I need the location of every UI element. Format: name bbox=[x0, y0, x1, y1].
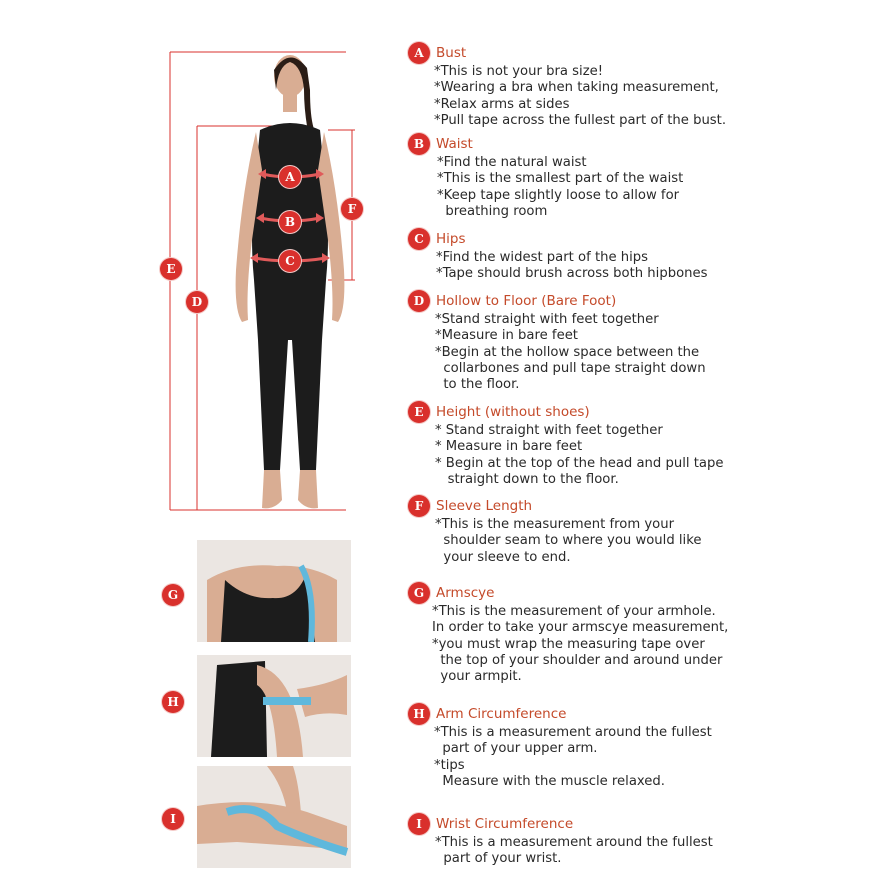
section-line: * Measure in bare feet bbox=[435, 439, 583, 455]
section-title: Sleeve Length bbox=[436, 498, 533, 514]
marker-c: C bbox=[279, 250, 301, 272]
section-badge: G bbox=[408, 582, 430, 604]
section-badge: C bbox=[408, 228, 430, 250]
section-line: part of your upper arm. bbox=[434, 741, 598, 757]
body-figure-diagram bbox=[150, 40, 370, 520]
marker-a: A bbox=[279, 166, 301, 188]
section-line: *Relax arms at sides bbox=[434, 96, 570, 112]
section-line: * Begin at the top of the head and pull tape bbox=[435, 455, 724, 471]
section-line: *This is the smallest part of the waist bbox=[437, 171, 684, 187]
section-line: *Find the widest part of the hips bbox=[436, 250, 649, 265]
section-line: shoulder seam to where you would like bbox=[435, 533, 702, 549]
section-height bbox=[408, 401, 748, 488]
section-badge: B bbox=[408, 133, 430, 155]
section-line: *This is not your bra size! bbox=[434, 64, 604, 79]
section-line: *Find the natural waist bbox=[437, 155, 587, 170]
section-line: collarbones and pull tape straight down bbox=[435, 360, 706, 376]
marker-e: E bbox=[160, 258, 182, 280]
section-line: * Stand straight with feet together bbox=[435, 423, 663, 438]
wrist-circumference-photo bbox=[197, 766, 351, 868]
marker-g: G bbox=[162, 584, 184, 606]
marker-i: I bbox=[162, 808, 184, 830]
section-title: Waist bbox=[436, 136, 473, 152]
section-sleeve-length bbox=[408, 495, 748, 566]
section-title: Armscye bbox=[436, 585, 495, 601]
marker-h: H bbox=[162, 691, 184, 713]
section-line: *Measure in bare feet bbox=[435, 328, 578, 344]
section-line: straight down to the floor. bbox=[435, 471, 619, 487]
section-line: *Wearing a bra when taking measurement, bbox=[434, 80, 719, 96]
section-line: *tips bbox=[434, 757, 465, 773]
section-title: Height (without shoes) bbox=[436, 404, 590, 420]
section-badge: D bbox=[408, 290, 430, 312]
section-bust bbox=[408, 42, 748, 129]
section-line: *Begin at the hollow space between the bbox=[435, 344, 700, 360]
section-line: the top of your shoulder and around under bbox=[432, 652, 723, 668]
marker-b: B bbox=[279, 211, 301, 233]
section-line: *This is a measurement around the fullest bbox=[435, 835, 713, 850]
section-badge: A bbox=[408, 42, 430, 64]
section-line: Measure with the muscle relaxed. bbox=[434, 773, 665, 789]
section-line: breathing room bbox=[437, 203, 548, 219]
section-badge: H bbox=[408, 703, 430, 725]
section-line: In order to take your armscye measurement, bbox=[432, 620, 729, 636]
section-title: Bust bbox=[436, 45, 467, 61]
marker-f: F bbox=[341, 198, 363, 220]
section-title: Hips bbox=[436, 231, 466, 247]
section-line: *Keep tape slightly loose to allow for bbox=[437, 187, 680, 203]
section-armscye bbox=[408, 582, 748, 685]
arm-circumference-photo bbox=[197, 655, 351, 757]
section-line: *you must wrap the measuring tape over bbox=[432, 636, 705, 652]
section-line: *Tape should brush across both hipbones bbox=[436, 266, 708, 282]
section-arm-circumference bbox=[408, 703, 748, 790]
section-line: *Pull tape across the fullest part of the bust. bbox=[434, 112, 727, 128]
section-hollow-to-floor bbox=[408, 290, 748, 393]
section-line: your armpit. bbox=[432, 669, 522, 685]
section-title: Hollow to Floor (Bare Foot) bbox=[436, 293, 617, 309]
section-line: *This is the measurement from your bbox=[435, 517, 675, 532]
section-title: Arm Circumference bbox=[436, 706, 567, 722]
section-waist bbox=[408, 133, 748, 220]
section-line: *This is the measurement of your armhole. bbox=[432, 604, 716, 619]
marker-d: D bbox=[186, 291, 208, 313]
section-line: part of your wrist. bbox=[435, 851, 562, 867]
section-line: *This is a measurement around the fullest bbox=[434, 725, 712, 740]
armscye-photo bbox=[197, 540, 351, 642]
section-wrist-circumference bbox=[408, 813, 748, 868]
section-line: to the floor. bbox=[435, 377, 520, 393]
section-badge: F bbox=[408, 495, 430, 517]
section-hips bbox=[408, 228, 748, 283]
section-line: your sleeve to end. bbox=[435, 549, 571, 565]
section-title: Wrist Circumference bbox=[436, 816, 574, 832]
section-line: *Stand straight with feet together bbox=[435, 312, 659, 327]
section-badge: E bbox=[408, 401, 430, 423]
section-badge: I bbox=[408, 813, 430, 835]
